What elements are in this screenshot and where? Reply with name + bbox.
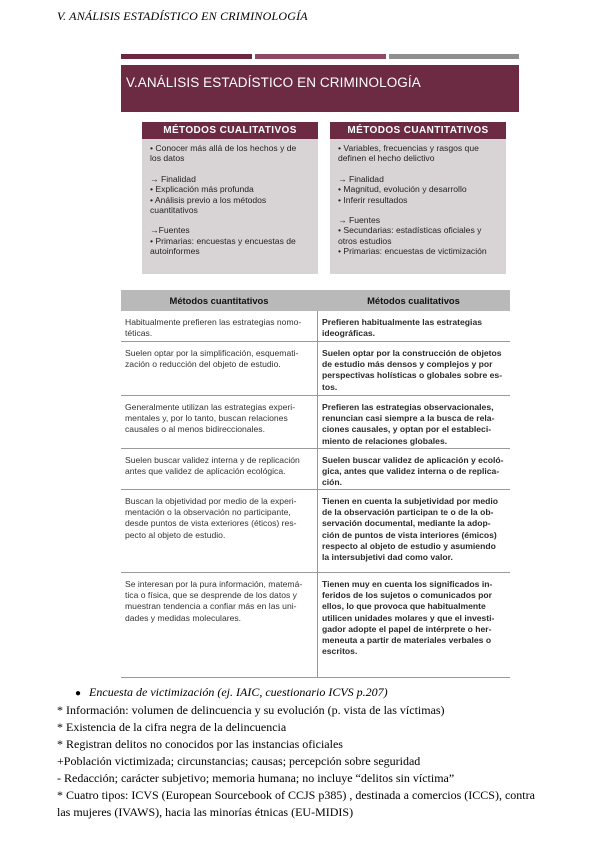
cell-line: Prefieren habitualmente las estrategias	[322, 317, 483, 327]
cell-line: miento de relaciones globales.	[322, 435, 448, 446]
table-row	[121, 342, 510, 396]
text-line: • Variables, frecuencias y rasgos que	[338, 143, 479, 153]
cell-line: dades y medidas moleculares.	[125, 612, 242, 623]
cell-line: Suelen optar por la simplificación, esquemati-	[125, 348, 299, 358]
table-row	[121, 396, 510, 449]
text-line: los datos	[150, 153, 185, 164]
table-row	[121, 573, 510, 678]
cell-quantitative	[121, 311, 317, 341]
table-row	[121, 449, 510, 490]
cell-line: Generalmente utilizan las estrategias experi-	[125, 402, 296, 412]
cell-line: ción.	[322, 477, 343, 488]
cell-line: mentación o la observación no participante,	[125, 507, 291, 518]
cell-line: servación documental, mediante la adop-	[322, 518, 491, 529]
text-line: • Inferir resultados	[338, 194, 408, 205]
cell-line: escritos.	[322, 646, 358, 657]
note-line: * Registran delitos no conocidos por las instancias oficiales	[57, 737, 343, 751]
cell-line: gador adopte el papel de intérprete o her-	[322, 623, 492, 634]
cell-line: de estudio más densos y complejos y por	[322, 359, 493, 370]
cell-line: Buscan la objetividad por medio de la experi-	[125, 496, 297, 506]
slide-bar	[121, 54, 252, 59]
cell-line: utilicen unidades molares y que el investi-	[322, 612, 495, 623]
spacer	[338, 164, 500, 174]
notes	[57, 684, 557, 821]
text-line: definen el hecho delictivo	[338, 153, 435, 164]
cell-line: zación o reducción del objeto de estudio.	[125, 359, 281, 370]
cell-line: de la observación participan te o de la ob-	[322, 507, 494, 518]
spacer	[150, 215, 312, 225]
notes-bullet-text: Encuesta de victimización (ej. IAIC, cuestionario ICVS p.207)	[89, 685, 388, 699]
cell-line: Suelen buscar validez de aplicación y ecoló-	[322, 455, 504, 465]
quantitative-methods-heading: MÉTODOS CUANTITATIVOS	[330, 122, 506, 139]
header-quantitative: Métodos cuantitativos	[169, 295, 269, 306]
cell-line: feridos de los sujetos o comunicados por	[322, 590, 492, 601]
slide-bar	[255, 54, 386, 59]
cell-line: respecto al objeto de estudio y asumiendo	[322, 540, 496, 551]
cell-line: tos.	[322, 381, 338, 392]
cell-line: muestran tendencia a confiar más en las uni-	[125, 601, 297, 612]
text-line: • Magnitud, evolución y desarrollo	[338, 184, 467, 195]
slide-image	[121, 54, 519, 283]
cell-qualitative	[317, 449, 510, 489]
cell-line: Habitualmente prefieren las estrategias nomo-	[125, 317, 302, 327]
cell-line: perspectivas holísticas o globales sobre es-	[322, 370, 503, 381]
cell-quantitative	[121, 396, 317, 448]
note-line: * Existencia de la cifra negra de la delincuencia	[57, 720, 287, 734]
text-line: • Análisis previo a los métodos	[150, 194, 267, 205]
cell-quantitative	[121, 342, 317, 395]
text-line: • Primarias: encuestas y encuestas de	[150, 235, 296, 246]
spacer	[338, 205, 500, 215]
bullet-dot-icon: ●	[75, 688, 82, 699]
note-line: * Información: volumen de delincuencia y su evolución (p. vista de las víctimas)	[57, 703, 445, 717]
cell-line: ción de puntos de vista interiores (émicos)	[322, 529, 497, 540]
cell-line: meneuta a partir de materiales verbales o	[322, 635, 492, 646]
cell-quantitative	[121, 449, 317, 489]
cell-line: pecto al objeto de estudio.	[125, 529, 226, 540]
cell-quantitative	[121, 573, 317, 677]
table-row	[121, 490, 510, 573]
qualitative-methods-body	[142, 139, 318, 257]
spacer	[150, 164, 312, 174]
cell-line: ciones causales, y optan por el estableci-	[322, 424, 492, 435]
cell-line: Tienen en cuenta la subjetividad por medio	[322, 496, 499, 506]
note-line: las mujeres (IVAWS), hacia las minorías étnicas (EU-MIDIS)	[57, 805, 354, 819]
text-line: • Conocer más allá de los hechos y de	[150, 143, 297, 153]
notes-bullet-item	[57, 684, 557, 702]
note-line: * Cuatro tipos: ICVS (European Sourcebook of CCJS p385) , destinada a comercios (ICCS), contra	[57, 788, 535, 802]
cell-qualitative	[317, 490, 510, 572]
quantitative-methods-box	[330, 122, 506, 274]
text-line: →Fuentes	[150, 225, 190, 236]
text-line: → Finalidad	[338, 173, 384, 184]
text-line: → Fuentes	[338, 215, 381, 226]
page-header: V. ANÁLISIS ESTADÍSTICO EN CRIMINOLOGÍA	[57, 9, 308, 23]
cell-qualitative	[317, 311, 510, 341]
slide-bar	[389, 54, 519, 59]
cell-qualitative	[317, 573, 510, 677]
note-line: - Redacción; carácter subjetivo; memoria humana; no incluye “delitos sin víctima”	[57, 771, 455, 785]
slide-top-bars	[121, 54, 519, 59]
cell-line: mentales y, por lo tanto, buscan relaciones	[125, 413, 288, 424]
cell-line: téticas.	[125, 328, 153, 339]
header-qualitative: Métodos cualitativos	[367, 295, 460, 306]
qualitative-methods-box	[142, 122, 318, 274]
cell-line: ideográficas.	[322, 328, 376, 339]
table-header	[121, 290, 510, 311]
cell-line: Suelen buscar validez interna y de replicación	[125, 455, 300, 465]
cell-line: tica o física, que se desprende de los datos y	[125, 590, 297, 601]
cell-qualitative	[317, 396, 510, 448]
cell-line: desde puntos de vista exteriores (éticos) res-	[125, 518, 297, 529]
text-line: autoinformes	[150, 246, 200, 257]
cell-line: ellos, lo que provoca que habitualmente	[322, 601, 486, 612]
quantitative-methods-body	[330, 139, 506, 257]
cell-line: Suelen optar por la construcción de objetos	[322, 348, 502, 358]
text-line: cuantitativos	[150, 205, 198, 216]
cell-quantitative	[121, 490, 317, 572]
cell-line: Se interesan por la pura información, matemá-	[125, 579, 303, 589]
cell-line: la intersubjetivi dad como valor.	[322, 552, 453, 563]
cell-line: Prefieren las estrategias observacionales,	[322, 402, 494, 412]
note-line: +Población victimizada; circunstancias; causas; percepción sobre seguridad	[57, 754, 421, 768]
cell-line: causales o al menos bidireccionales.	[125, 424, 265, 435]
cell-line: gica, antes que validez interna o de replica-	[322, 466, 500, 477]
table-body	[121, 311, 510, 678]
text-line: → Finalidad	[150, 173, 196, 184]
cell-qualitative	[317, 342, 510, 395]
notes-lines	[57, 702, 557, 821]
qualitative-methods-heading: MÉTODOS CUALITATIVOS	[142, 122, 318, 139]
cell-line: antes que validez de aplicación ecológica.	[125, 466, 286, 477]
cell-line: Tienen muy en cuenta los significados in-	[322, 579, 493, 589]
text-line: • Secundarias: estadísticas oficiales y	[338, 225, 482, 236]
text-line: • Primarias: encuestas de victimización	[338, 246, 487, 257]
methods-comparison-table	[121, 290, 510, 678]
slide-title: V.ANÁLISIS ESTADÍSTICO EN CRIMINOLOGÍA	[126, 75, 421, 90]
table-row	[121, 311, 510, 342]
text-line: otros estudios	[338, 235, 392, 246]
cell-line: renuncian casi siempre a la busca de rela-	[322, 413, 495, 424]
text-line: • Explicación más profunda	[150, 184, 254, 195]
